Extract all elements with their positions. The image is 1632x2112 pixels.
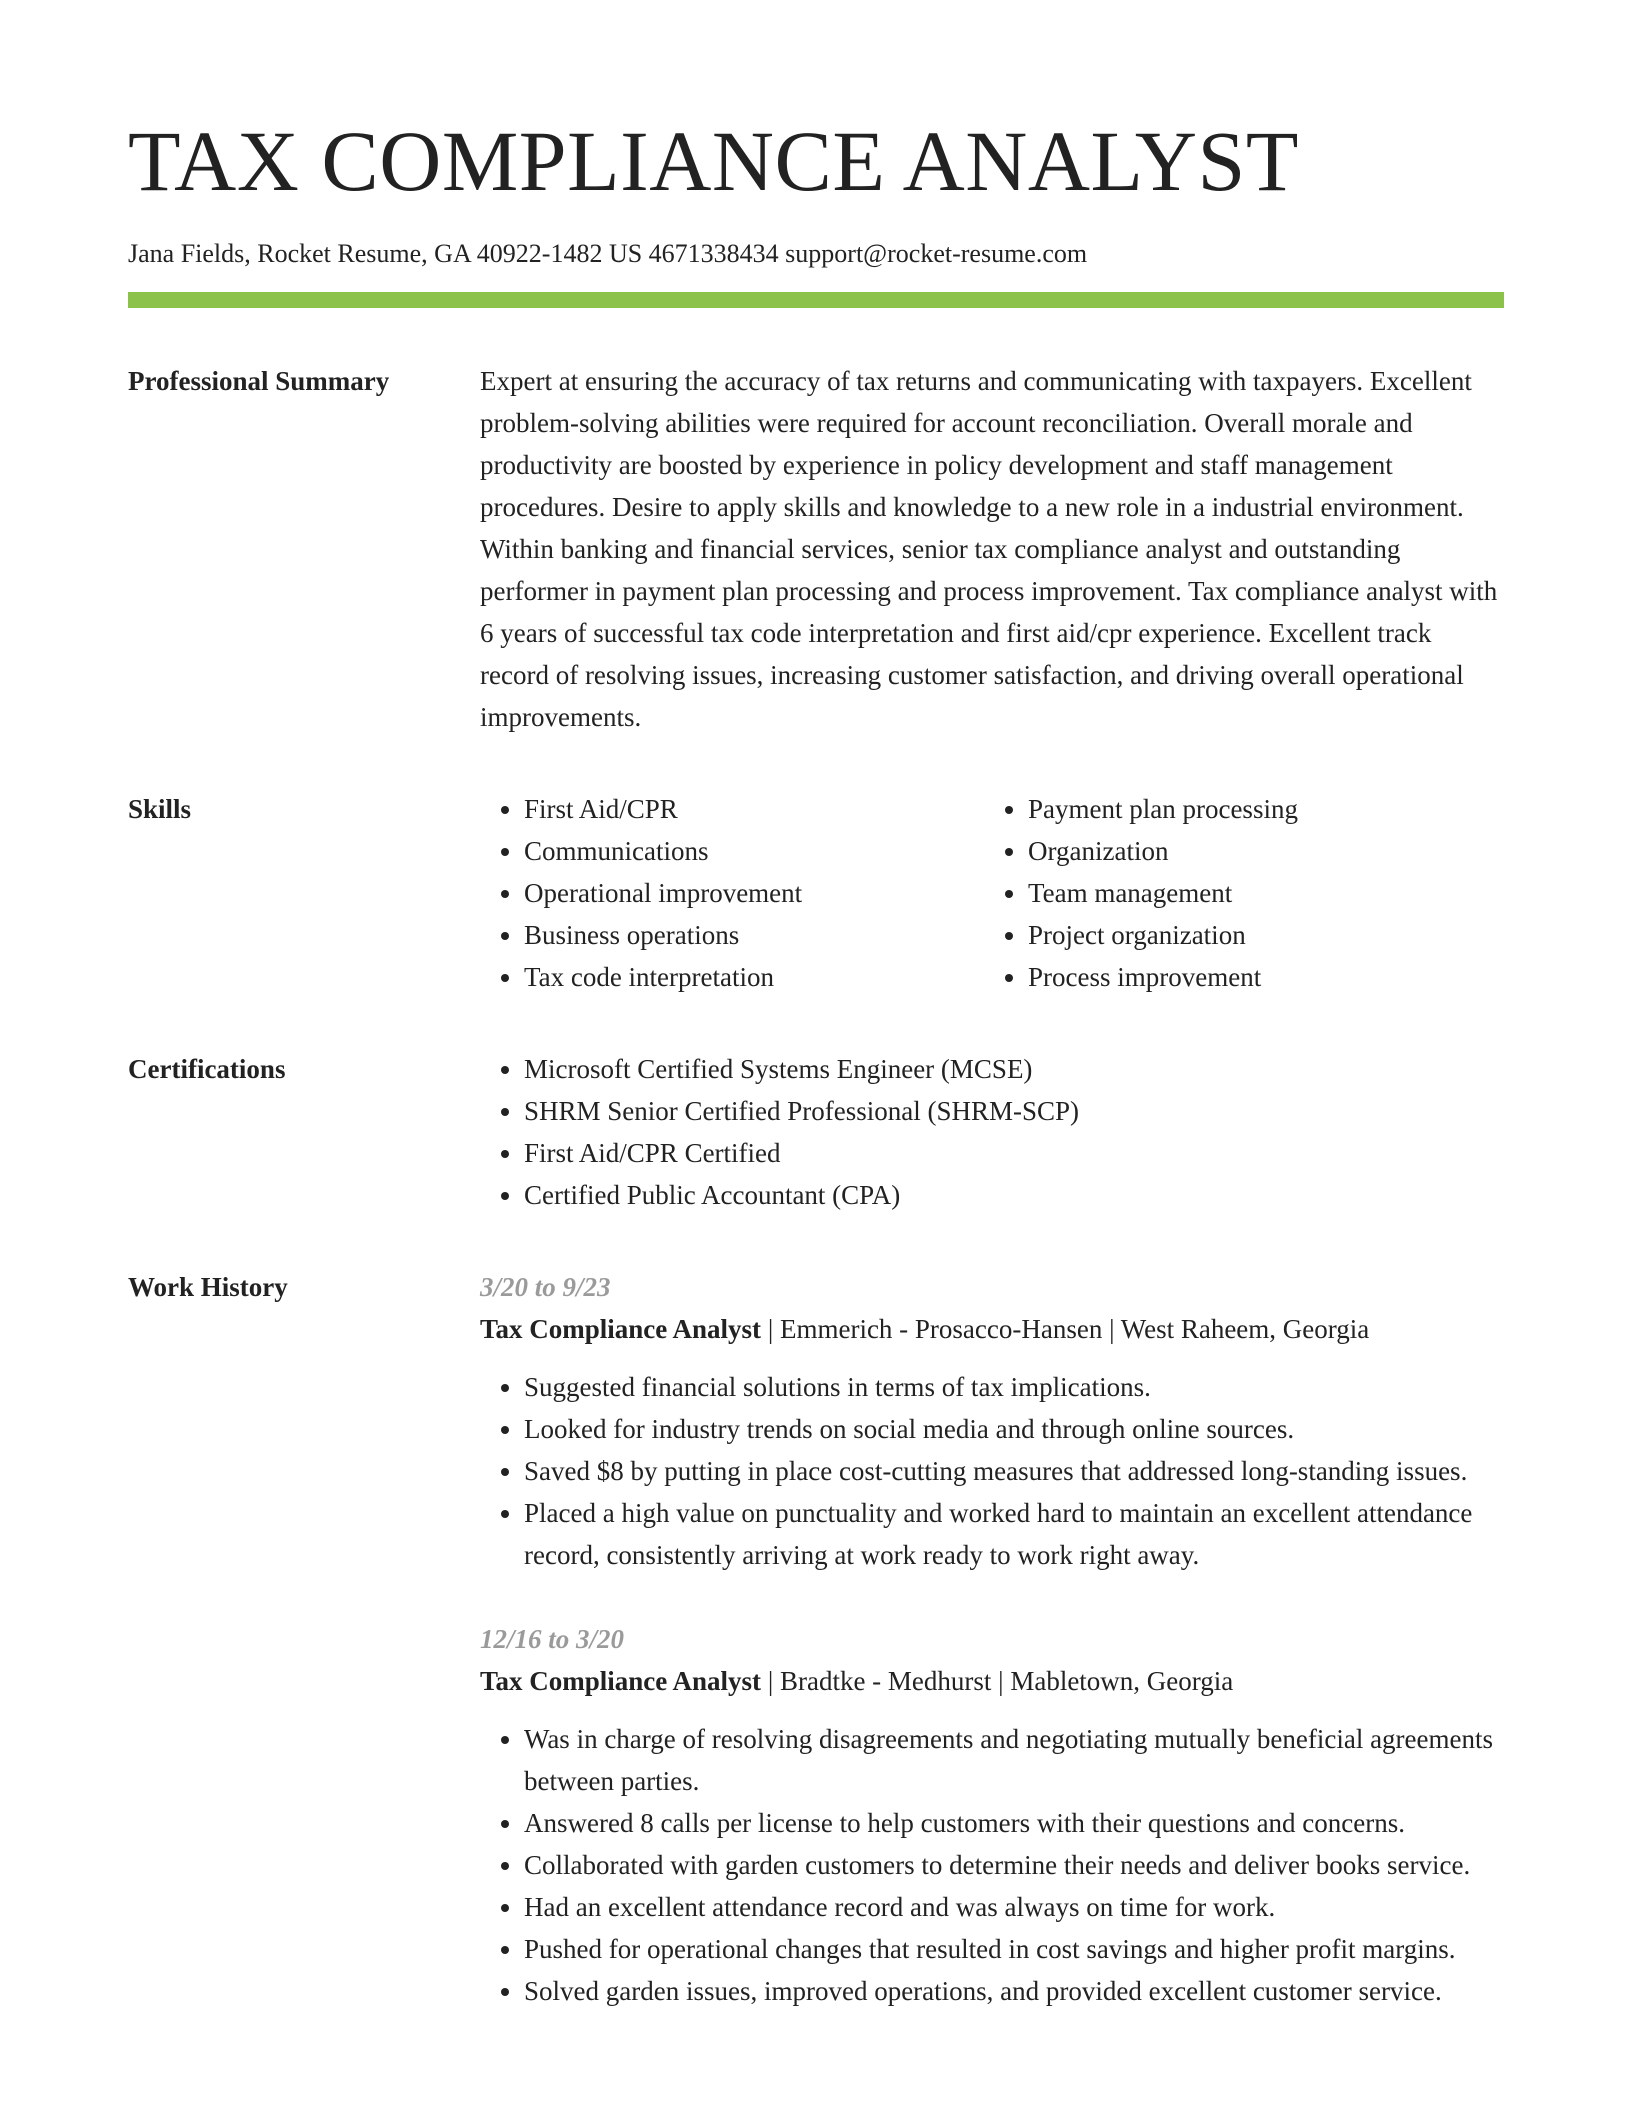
- job-bullet: • Answered 8 calls per license to help customers with their questions and concerns.: [524, 1802, 1504, 1844]
- skill-item: • Operational improvement: [524, 872, 984, 914]
- skill-item: • Team management: [1028, 872, 1488, 914]
- resume-page: [128, 113, 1504, 2054]
- job-bullet: • Solved garden issues, improved operations, and provided excellent customer service.: [524, 1970, 1504, 2012]
- job-dates: 3/20 to 9/23: [480, 1272, 611, 1302]
- summary-label: Professional Summary: [128, 366, 390, 396]
- skills-label: Skills: [128, 794, 192, 824]
- job-bullet: • Looked for industry trends on social media and through online sources.: [524, 1408, 1504, 1450]
- job-entry: [480, 1266, 1504, 1576]
- job-entry: [480, 1618, 1504, 2012]
- job-dates: 12/16 to 3/20: [480, 1624, 625, 1654]
- job-bullet: • Pushed for operational changes that resulted in cost savings and higher profit margins.: [524, 1928, 1504, 1970]
- contact-line: Jana Fields, Rocket Resume, GA 40922-1482 US 4671338434 support@rocket-resume.com: [128, 239, 1088, 268]
- skill-item: • First Aid/CPR: [524, 788, 984, 830]
- skill-item: • Business operations: [524, 914, 984, 956]
- job-bullet: • Suggested financial solutions in terms of tax implications.: [524, 1366, 1504, 1408]
- skill-item: • Tax code interpretation: [524, 956, 984, 998]
- resume-title: TAX COMPLIANCE ANALYST: [128, 113, 1299, 209]
- job-bullets: [480, 1366, 1504, 1576]
- certification-item: • Certified Public Accountant (CPA): [524, 1174, 1504, 1216]
- job-title: Tax Compliance Analyst: [480, 1666, 762, 1696]
- skill-item: • Organization: [1028, 830, 1488, 872]
- skills-list-left: [480, 788, 984, 998]
- job-details: | Emmerich - Prosacco-Hansen | West Raheem, Georgia: [761, 1314, 1370, 1344]
- job-bullets: [480, 1718, 1504, 2012]
- job-bullet: • Placed a high value on punctuality and worked hard to maintain an excellent attendance record, consistently arriving at work ready to work right away.: [524, 1492, 1504, 1576]
- summary-text: Expert at ensuring the accuracy of tax returns and communicating with taxpayers. Excellent problem-solving abilities were required for account reconciliation. Overall morale and productivity are boosted by experience in policy development and staff management procedures. Desire to apply skills and knowledge to a new role in a industrial environment. Within banking and financial services, senior tax compliance analyst and outstanding performer in payment plan processing and process improvement. Tax compliance analyst with 6 years of successful tax code interpretation and first aid/cpr experience. Excellent track record of resolving issues, increasing customer satisfaction, and driving overall operational improvements.: [480, 366, 1498, 732]
- job-bullet: • Was in charge of resolving disagreements and negotiating mutually beneficial agreements between parties.: [524, 1718, 1504, 1802]
- certifications-section: [128, 1048, 1504, 1216]
- skills-section: [128, 788, 1504, 998]
- summary-section: [128, 360, 1504, 738]
- job-bullet: • Had an excellent attendance record and was always on time for work.: [524, 1886, 1504, 1928]
- job-details: | Bradtke - Medhurst | Mabletown, Georgia: [761, 1666, 1234, 1696]
- job-title: Tax Compliance Analyst: [480, 1314, 762, 1344]
- header-divider: [128, 292, 1504, 308]
- skill-item: • Communications: [524, 830, 984, 872]
- certifications-list: [480, 1048, 1504, 1216]
- work-history-section: [128, 1266, 1504, 2054]
- certifications-label: Certifications: [128, 1054, 286, 1084]
- job-header: [480, 1308, 1504, 1350]
- certification-item: • Microsoft Certified Systems Engineer (MCSE): [524, 1048, 1504, 1090]
- job-header: [480, 1660, 1504, 1702]
- skill-item: • Payment plan processing: [1028, 788, 1488, 830]
- job-bullet: • Collaborated with garden customers to determine their needs and deliver books service.: [524, 1844, 1504, 1886]
- work-history-label: Work History: [128, 1272, 288, 1302]
- certification-item: • SHRM Senior Certified Professional (SHRM-SCP): [524, 1090, 1504, 1132]
- skill-item: • Project organization: [1028, 914, 1488, 956]
- skill-item: • Process improvement: [1028, 956, 1488, 998]
- skills-list-right: [984, 788, 1488, 998]
- certification-item: • First Aid/CPR Certified: [524, 1132, 1504, 1174]
- job-bullet: • Saved $8 by putting in place cost-cutting measures that addressed long-standing issues.: [524, 1450, 1504, 1492]
